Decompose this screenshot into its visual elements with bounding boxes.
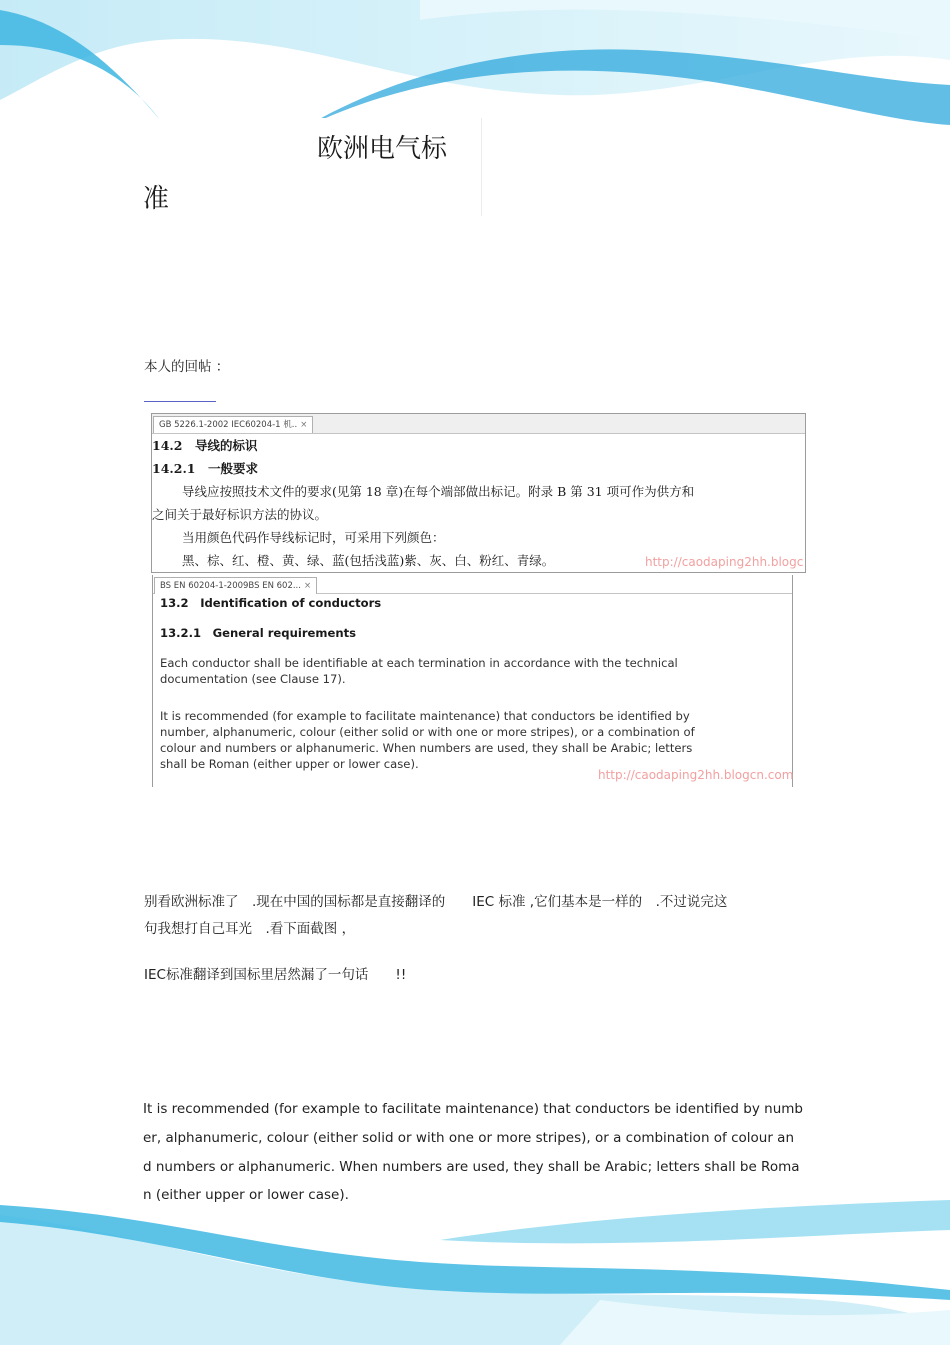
document-tab-bs-en[interactable]: BS EN 60204-1-2009BS EN 602... ×: [154, 577, 317, 594]
close-icon[interactable]: ×: [303, 581, 312, 591]
body-line: It is recommended (for example to facilitate maintenance) that conductors be identified by numb: [143, 1101, 803, 1117]
en-para2-line2: number, alphanumeric, colour (either solid or with one or more stripes), or a combination of: [160, 725, 695, 739]
cn-line-4: 黑、棕、红、橙、黄、绿、蓝(包括浅蓝)紫、灰、白、粉红、青绿。: [182, 553, 555, 568]
quoted-english-paragraph: [143, 1095, 803, 1210]
document-title-line1: 欧洲电气标: [317, 134, 448, 164]
cn-heading-2: 14.2.1 一般要求: [152, 461, 258, 476]
en-para2-line4: shall be Roman (either upper or lower case).: [160, 757, 419, 771]
comment-line-3: IEC标准翻译到国标里居然漏了一句话 !!: [144, 967, 407, 983]
cn-line-2: 之间关于最好标识方法的协议。: [152, 507, 328, 522]
watermark-url: http://caodaping2hh.blogc: [645, 555, 804, 569]
screenshot-bs-en-standard: [152, 575, 793, 787]
link-underline[interactable]: [144, 401, 216, 402]
tab-bar: [153, 575, 792, 594]
en-heading-2: 13.2.1 General requirements: [160, 626, 357, 640]
tab-bar: [152, 414, 805, 434]
body-line: d numbers or alphanumeric. When numbers are used, they shall be Arabic; letters shall be Roma: [143, 1158, 800, 1175]
cn-line-1: 导线应按照技术文件的要求(见第 18 章)在每个端部做出标记。附录 B 第 31 项可作为供方和: [182, 484, 695, 499]
en-para2-line1: It is recommended (for example to facilitate maintenance) that conductors be identified by: [160, 709, 690, 723]
en-para1-line1: Each conductor shall be identifiable at each termination in accordance with the technical: [160, 656, 678, 670]
body-line: er, alphanumeric, colour (either solid or with one or more stripes), or a combination of colour an: [143, 1129, 795, 1146]
watermark-url: http://caodaping2hh.blogcn.com: [598, 768, 794, 782]
comment-line-2: 句我想打自己耳光 .看下面截图 ，: [144, 921, 356, 937]
en-para2-line3: colour and numbers or alphanumeric. When numbers are used, they shall be Arabic; letters: [160, 741, 693, 755]
title-box: [143, 118, 482, 216]
comment-line-1: 别看欧洲标准了 .现在中国的国标都是直接翻译的 IEC 标准 ,它们基本是一样的 .不过说完这: [144, 894, 728, 910]
en-para1-line2: documentation (see Clause 17).: [160, 672, 346, 686]
screenshot-gb-standard: [151, 413, 806, 573]
cn-line-3: 当用颜色代码作导线标记时，可采用下列颜色：: [182, 530, 445, 545]
reply-label: 本人的回帖 ：: [144, 359, 230, 375]
document-tab-gb[interactable]: GB 5226.1-2002 IEC60204-1 机.. ×: [153, 416, 313, 433]
cn-heading-1: 14.2 导线的标识: [152, 438, 258, 453]
close-icon[interactable]: ×: [300, 420, 308, 430]
document-title-line2: 准: [143, 184, 170, 214]
en-heading-1: 13.2 Identification of conductors: [160, 596, 382, 610]
body-line: n (either upper or lower case).: [143, 1187, 349, 1204]
